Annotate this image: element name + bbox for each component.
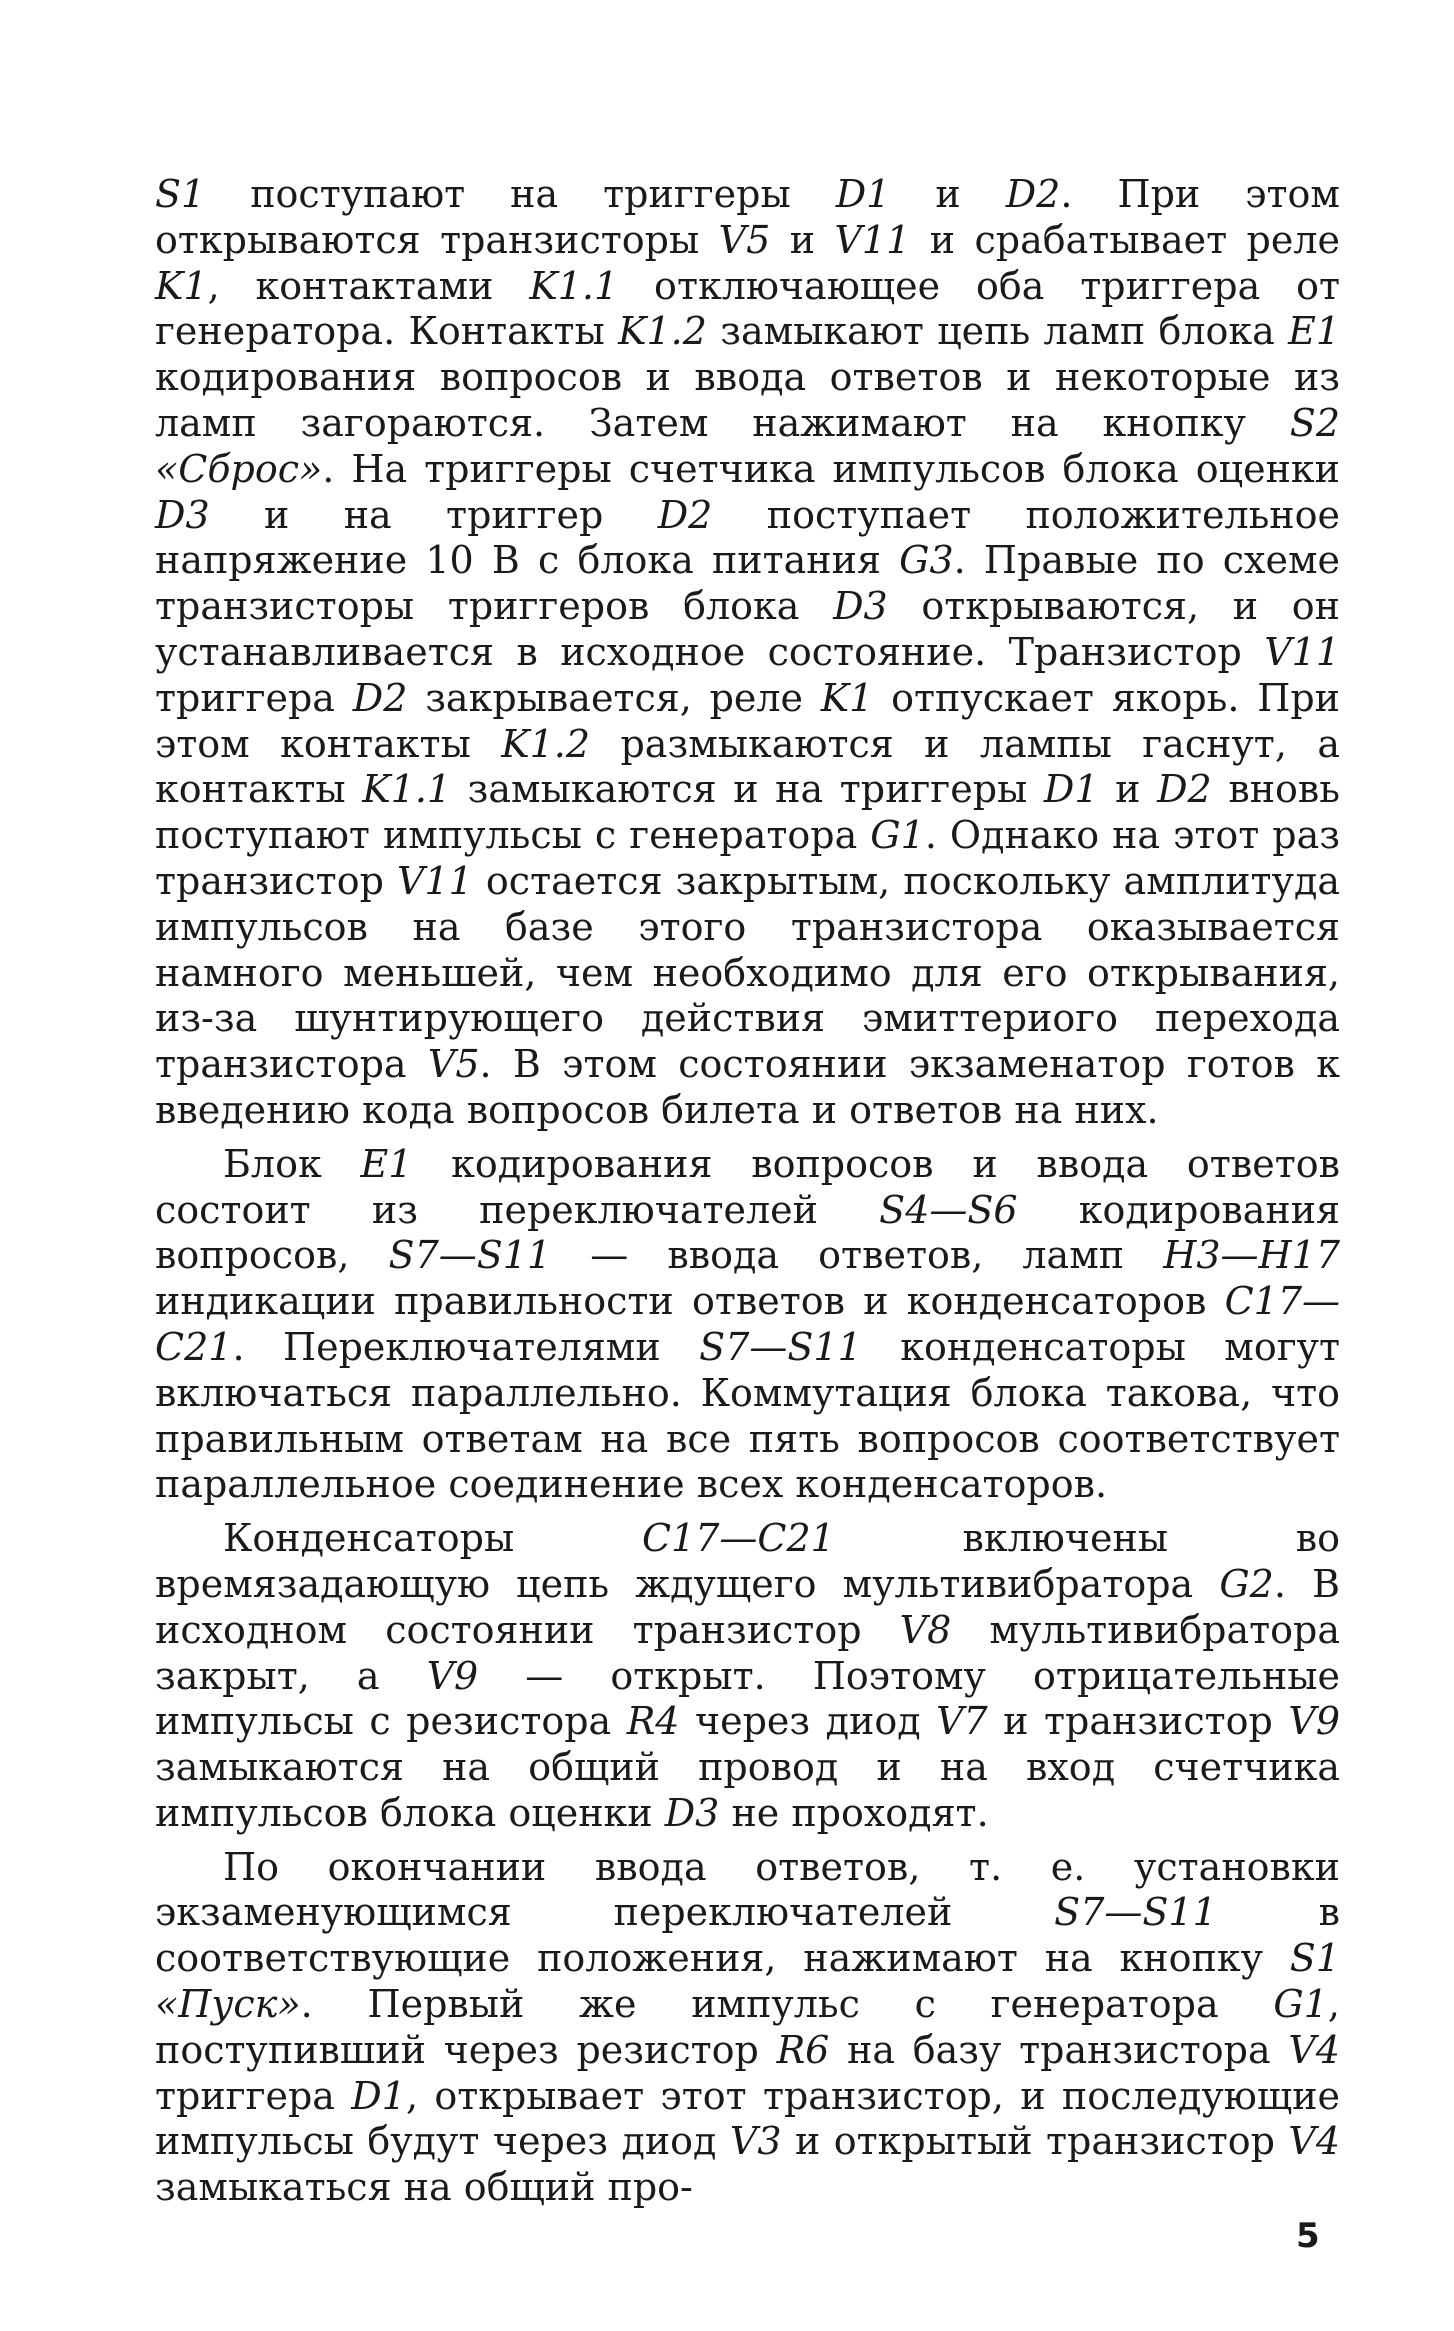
body-text: остается закрытым, поскольку амплитуда импульсов на базе этого транзистора оказывается намного меньшей, чем необходимо для его открывания, из-за шунтирующего действия эмиттериого перехода транзистора (155, 858, 1340, 1087)
page-body (155, 172, 1340, 2219)
body-text: отключающее оба триггера от генератора. Контакты (155, 263, 1340, 354)
designator-text: D2 (1005, 172, 1061, 216)
body-text: Блок (223, 1141, 361, 1186)
body-text: вновь поступают импульсы с генератора (155, 767, 1340, 858)
body-text: и (770, 217, 835, 262)
body-text: размыкаются и лампы гаснут, а контакты (155, 721, 1340, 812)
designator-text: K1 (820, 675, 874, 720)
body-text: отпускает якорь. При этом контакты (155, 675, 1340, 766)
designator-text: G3 (899, 538, 954, 583)
designator-text: D3 (155, 492, 210, 537)
designator-text: D1 (351, 2073, 406, 2118)
designator-text: D1 (835, 172, 891, 216)
designator-text: V4 (1288, 2027, 1340, 2072)
body-text: и транзистор (987, 1699, 1289, 1744)
designator-text: S4—S6 (879, 1187, 1018, 1232)
designator-text: G2 (1219, 1561, 1274, 1606)
body-text: триггера (155, 675, 353, 720)
designator-text: V8 (899, 1607, 952, 1652)
paragraph-4 (155, 1845, 1340, 2211)
body-text: . Первый же импульс с генератора (300, 1982, 1274, 2027)
body-text: . Переключателями (232, 1324, 700, 1369)
designator-text: D1 (1043, 767, 1099, 812)
body-text: , открывает этот транзистор, и последующие импульсы будут через диод (155, 2073, 1340, 2164)
body-text: . Однако на этот раз транзистор (155, 813, 1340, 903)
designator-text: V9 (1288, 1699, 1340, 1744)
designator-text: D3 (664, 1790, 720, 1835)
designator-text: R4 (626, 1699, 680, 1744)
body-text: кодирования вопросов и ввода ответов и некоторые из ламп загораются. Затем нажимают на кнопку (155, 355, 1340, 445)
designator-text: G1 (870, 813, 925, 858)
designator-text: K1.1 (529, 263, 619, 308)
body-text: закрывается, реле (407, 675, 821, 720)
designator-text: E1 (360, 1141, 413, 1186)
designator-text: R6 (776, 2027, 830, 2072)
body-text: открываются, и он устанавливается в исходное состояние. Транзистор (155, 584, 1340, 674)
designator-text: D3 (833, 584, 888, 629)
body-text: . В исходном состоянии транзистор (155, 1561, 1340, 1652)
body-text: индикации правильности ответов и конденсаторов (155, 1279, 1225, 1324)
body-text: и (890, 172, 1006, 216)
body-text: замыкаться на общий про- (155, 2165, 693, 2210)
designator-text: K1 (155, 263, 208, 308)
designator-text: C17—C21 (641, 1516, 835, 1561)
designator-text: C17—C21 (155, 1279, 1340, 1369)
body-text: . В этом состоянии экзаменатор готов к введению кода вопросов билета и ответов на них. (155, 1042, 1341, 1132)
body-text: замыкаются и на триггеры (451, 767, 1044, 812)
body-text: , контактами (207, 263, 530, 308)
body-text: триггера (155, 2073, 352, 2118)
designator-text: D2 (1157, 767, 1212, 812)
body-text: мультивибратора закрыт, а (155, 1607, 1340, 1698)
designator-text: S7—S11 (1054, 1890, 1217, 1935)
body-text: и (1098, 767, 1158, 812)
designator-text: K1.1 (362, 767, 452, 812)
designator-text: S1 «Пуск» (155, 1936, 1340, 2027)
designator-text: V5 (427, 1042, 480, 1087)
body-text: . На триггеры счетчика импульсов блока оценки (322, 446, 1340, 491)
body-text: , поступивший через резистор (155, 1982, 1340, 2072)
designator-text: D2 (352, 675, 408, 720)
designator-text: V11 (1264, 629, 1340, 674)
body-text: поступает положительное напряжение 10 В с блока питания (155, 492, 1340, 583)
body-text: в соответствующие положения, нажимают на кнопку (155, 1890, 1340, 1981)
designator-text: S7—S11 (388, 1233, 552, 1278)
designator-text: D2 (657, 492, 713, 537)
designator-text: V11 (834, 217, 911, 262)
body-text: на базу транзистора (829, 2027, 1289, 2072)
designator-text: V11 (397, 858, 473, 903)
body-text: . При этом открываются транзисторы (155, 172, 1340, 262)
body-text: поступают на триггеры (205, 172, 836, 216)
body-text: и на триггер (209, 492, 658, 537)
page-number: 5 (1296, 2216, 1320, 2256)
body-text: включены во времязадающую цепь ждущего мультивибратора (155, 1516, 1340, 1606)
body-text: замыкают цепь ламп блока (706, 309, 1289, 354)
paragraph-2 (155, 1142, 1340, 1508)
body-text: кодирования вопросов, (155, 1187, 1340, 1278)
designator-text: V7 (936, 1699, 988, 1744)
designator-text: E1 (1288, 309, 1341, 354)
designator-text: V3 (729, 2119, 782, 2164)
paragraph-3 (155, 1516, 1340, 1837)
body-text: и открытый транзистор (781, 2119, 1289, 2164)
designator-text: K1.2 (501, 721, 591, 766)
designator-text: K1.2 (618, 309, 707, 354)
designator-text: S1 (155, 172, 206, 216)
body-text: Конденсаторы (223, 1516, 642, 1561)
designator-text: G1 (1273, 1982, 1328, 2027)
designator-text: H3—H17 (1163, 1233, 1341, 1278)
body-text: — открыт. Поэтому отрицательные импульсы с резистора (155, 1653, 1340, 1744)
designator-text: V9 (426, 1653, 479, 1698)
designator-text: S2 «Сброс» (155, 400, 1340, 491)
body-text: не проходят. (719, 1790, 989, 1835)
body-text: замыкаются на общий провод и на вход счетчика импульсов блока оценки (155, 1745, 1340, 1835)
body-text: конденсаторы могут включаться параллельно. Коммутация блока такова, что правильным ответам на все пять вопросов соответствует параллельное соединение всех конденсаторов. (155, 1324, 1340, 1507)
body-text: через диод (679, 1699, 937, 1744)
paragraph-1 (155, 172, 1340, 1134)
designator-text: V4 (1288, 2119, 1340, 2164)
body-text: . Правые по схеме транзисторы триггеров блока (155, 538, 1340, 629)
designator-text: V5 (718, 217, 771, 262)
body-text: и срабатывает реле (910, 217, 1340, 262)
body-text: кодирования вопросов и ввода ответов состоит из переключателей (155, 1141, 1340, 1232)
designator-text: S7—S11 (699, 1324, 862, 1369)
body-text: По окончании ввода ответов, т. е. установки экзаменующимся переключателей (155, 1844, 1340, 1935)
body-text: — ввода ответов, ламп (551, 1233, 1164, 1278)
